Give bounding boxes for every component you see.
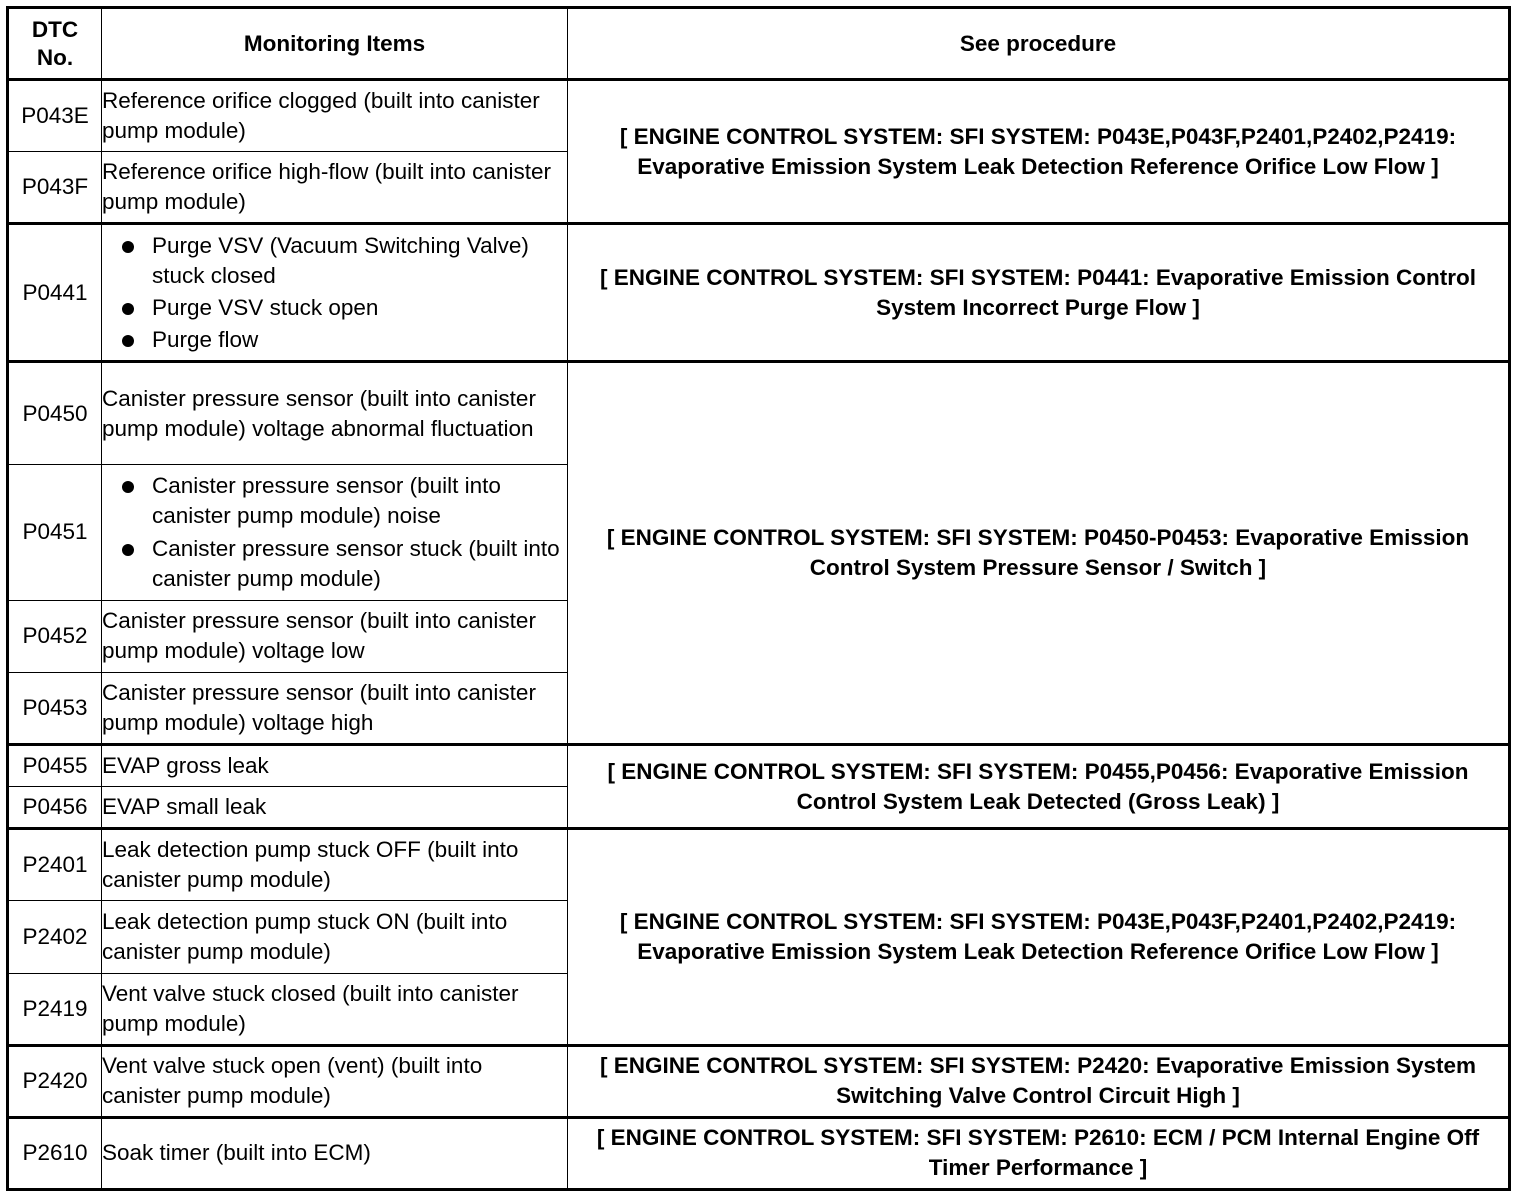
- monitoring-item: Reference orifice high-flow (built into canister pump module): [102, 152, 568, 224]
- table-row: [8, 80, 1510, 152]
- list-item: [102, 534, 567, 594]
- list-item: [102, 231, 567, 291]
- monitoring-item: Leak detection pump stuck ON (built into canister pump module): [102, 901, 568, 973]
- monitoring-item: Soak timer (built into ECM): [102, 1117, 568, 1189]
- procedure-link[interactable]: [ ENGINE CONTROL SYSTEM: SFI SYSTEM: P043E,P043F,P2401,P2402,P2419: Evaporative Emission System Leak Detection Reference Orifice Low Flow ]: [568, 80, 1510, 224]
- bullet-icon: [122, 335, 134, 347]
- table-row: [8, 1045, 1510, 1117]
- bullet-list: [102, 231, 567, 355]
- procedure-link[interactable]: [ ENGINE CONTROL SYSTEM: SFI SYSTEM: P043E,P043F,P2401,P2402,P2419: Evaporative Emission System Leak Detection Reference Orifice Low Flow ]: [568, 829, 1510, 1045]
- monitoring-item: Reference orifice clogged (built into canister pump module): [102, 80, 568, 152]
- list-item: [102, 293, 567, 323]
- bullet-list: [102, 471, 567, 594]
- dtc-code: P043E: [8, 80, 102, 152]
- dtc-code: P0451: [8, 464, 102, 600]
- header-dtc-no: DTC No.: [8, 8, 102, 80]
- list-item-text: Purge VSV (Vacuum Switching Valve) stuck closed: [152, 232, 529, 288]
- list-item-text: Canister pressure sensor (built into canister pump module) noise: [152, 472, 501, 528]
- table-row: [8, 224, 1510, 362]
- bullet-icon: [122, 303, 134, 315]
- table-row: [8, 362, 1510, 464]
- table-row: [8, 745, 1510, 787]
- dtc-code: P2610: [8, 1117, 102, 1189]
- monitoring-item: Canister pressure sensor (built into canister pump module) voltage high: [102, 673, 568, 745]
- dtc-code: P0455: [8, 745, 102, 787]
- dtc-code: P0450: [8, 362, 102, 464]
- monitoring-item: Canister pressure sensor (built into canister pump module) voltage abnormal fluctuation: [102, 362, 568, 464]
- dtc-code: P0456: [8, 787, 102, 829]
- monitoring-item: Vent valve stuck closed (built into canister pump module): [102, 973, 568, 1045]
- list-item: [102, 471, 567, 531]
- dtc-table: [6, 6, 1511, 1191]
- header-monitoring-items: Monitoring Items: [102, 8, 568, 80]
- table-row: [8, 1117, 1510, 1189]
- bullet-icon: [122, 544, 134, 556]
- header-see-procedure: See procedure: [568, 8, 1510, 80]
- bullet-icon: [122, 481, 134, 493]
- monitoring-item: [102, 464, 568, 600]
- dtc-code: P2402: [8, 901, 102, 973]
- dtc-code: P2420: [8, 1045, 102, 1117]
- table-row: [8, 829, 1510, 901]
- monitoring-item: Vent valve stuck open (vent) (built into canister pump module): [102, 1045, 568, 1117]
- dtc-code: P0453: [8, 673, 102, 745]
- dtc-code: P2419: [8, 973, 102, 1045]
- dtc-code: P0441: [8, 224, 102, 362]
- header-row: [8, 8, 1510, 80]
- procedure-link[interactable]: [ ENGINE CONTROL SYSTEM: SFI SYSTEM: P0450-P0453: Evaporative Emission Control System Pressure Sensor / Switch ]: [568, 362, 1510, 745]
- list-item-text: Canister pressure sensor stuck (built into canister pump module): [152, 535, 560, 591]
- procedure-link[interactable]: [ ENGINE CONTROL SYSTEM: SFI SYSTEM: P0455,P0456: Evaporative Emission Control System Leak Detected (Gross Leak) ]: [568, 745, 1510, 829]
- monitoring-item: EVAP small leak: [102, 787, 568, 829]
- list-item-text: Purge VSV stuck open: [152, 294, 379, 320]
- procedure-link[interactable]: [ ENGINE CONTROL SYSTEM: SFI SYSTEM: P2610: ECM / PCM Internal Engine Off Timer Performance ]: [568, 1117, 1510, 1189]
- procedure-link[interactable]: [ ENGINE CONTROL SYSTEM: SFI SYSTEM: P0441: Evaporative Emission Control System Incorrect Purge Flow ]: [568, 224, 1510, 362]
- list-item-text: Purge flow: [152, 326, 259, 352]
- monitoring-item: EVAP gross leak: [102, 745, 568, 787]
- monitoring-item: [102, 224, 568, 362]
- procedure-link[interactable]: [ ENGINE CONTROL SYSTEM: SFI SYSTEM: P2420: Evaporative Emission System Switching Valve Control Circuit High ]: [568, 1045, 1510, 1117]
- bullet-icon: [122, 241, 134, 253]
- monitoring-item: Leak detection pump stuck OFF (built into canister pump module): [102, 829, 568, 901]
- list-item: [102, 325, 567, 355]
- dtc-code: P0452: [8, 600, 102, 672]
- dtc-code: P043F: [8, 152, 102, 224]
- monitoring-item: Canister pressure sensor (built into canister pump module) voltage low: [102, 600, 568, 672]
- dtc-code: P2401: [8, 829, 102, 901]
